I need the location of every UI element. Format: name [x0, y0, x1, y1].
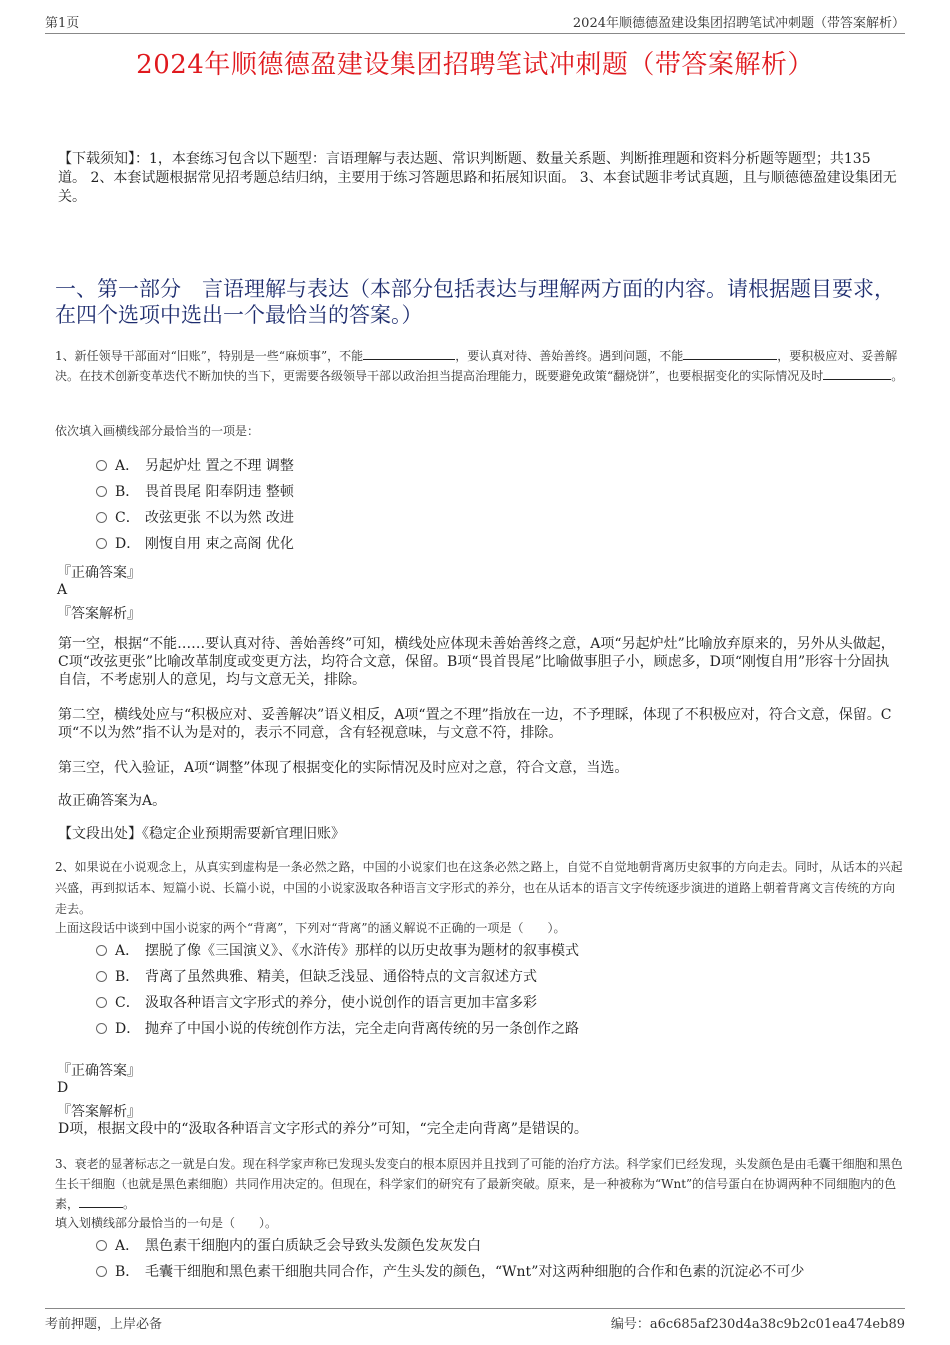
question-2-options: [96, 938, 896, 1042]
download-notice: 【下载须知】：1，本套练习包含以下题型：言语理解与表达题、常识判断题、数量关系题、判断推理题和资料分析题等题型；共135道。 2、本套试题根据常见招考题总结归纳，主要用于练习答题思路和拓展知识面。 3、本套试题非考试真题，且与顺德德盈建设集团无关。: [58, 151, 897, 205]
option-letter: D．: [115, 1021, 141, 1037]
option-letter: A．: [115, 1238, 140, 1254]
option-letter: B．: [115, 484, 140, 500]
radio-icon[interactable]: [96, 945, 107, 956]
radio-icon[interactable]: [96, 486, 107, 497]
analysis-paragraph: 第一空，根据“不能……要认真对待、善始善终”可知，横线处应体现未善始善终之意，A项“另起炉灶”比喻放弃原来的，另外从头做起，C项“改弦更张”比喻改革制度或变更方法，均符合文意，保留。B项“畏首畏尾”比喻做事胆子小，顾虑多，D项“刚愎自用”形容十分固执自信，不考虑别人的意见，均与文意无关，排除。: [58, 636, 895, 688]
q1-text-part: 。: [891, 369, 904, 383]
question-3-stem: [55, 1154, 905, 1214]
radio-icon[interactable]: [96, 512, 107, 523]
footer-divider: [45, 1308, 905, 1309]
option-letter: A．: [115, 458, 140, 474]
option-text: 另起炉灶 置之不理 调整: [145, 458, 294, 474]
question-2-stem: 2、如果说在小说观念上，从真实到虚构是一条必然之路，中国的小说家们也在这条必然之路上，自觉不自觉地朝背离历史叙事的方向走去。同时，从话本的兴起兴盛，再到拟话本、短篇小说、长篇小说，中国的小说家汲取各种语言文字形式的养分，也在从话本的语言文字传统逐步演进的道路上朝着背离文言传统的方向走去。: [55, 860, 903, 916]
correct-answer-value: D: [57, 1080, 69, 1096]
option-text: 黑色素干细胞内的蛋白质缺乏会导致头发颜色发灰发白: [145, 1238, 481, 1254]
q1-text-part: 1、新任领导干部面对“旧账”，特别是一些“麻烦事”，不能: [55, 349, 364, 363]
radio-icon[interactable]: [96, 997, 107, 1008]
correct-answer-value: A: [57, 582, 68, 598]
option-d[interactable]: [96, 1016, 896, 1042]
question-2-prompt: 上面这段话中谈到中国小说家的两个“背离”，下列对“背离”的涵义解说不正确的一项是（ ）。: [55, 921, 566, 935]
analysis-paragraph: 第二空，横线处应与“积极应对、妥善解决”语义相反，A项“置之不理”指放在一边，不予理睬，体现了不积极应对，符合文意，保留。C项“不以为然”指不认为是对的，表示不同意，含有轻视意味，与文意不符，排除。: [58, 707, 892, 741]
option-text: 汲取各种语言文字形式的养分，使小说创作的语言更加丰富多彩: [145, 995, 537, 1011]
question-1-prompt: 依次填入画横线部分最恰当的一项是：: [55, 424, 260, 438]
option-b[interactable]: [96, 479, 896, 505]
fill-blank: [363, 347, 455, 360]
analysis-label: 『答案解析』: [57, 606, 141, 622]
option-c[interactable]: [96, 505, 896, 531]
header-doc-title: 2024年顺德德盈建设集团招聘笔试冲刺题（带答案解析）: [572, 16, 905, 31]
question-3-options: [96, 1233, 896, 1285]
footer-slogan: 考前押题，上岸必备: [45, 1317, 163, 1332]
option-text: 畏首畏尾 阳奉阴违 整顿: [145, 484, 294, 500]
question-1-stem: [55, 346, 905, 386]
option-letter: B．: [115, 1264, 140, 1280]
option-c[interactable]: [96, 990, 896, 1016]
analysis-label: 『答案解析』: [57, 1104, 141, 1120]
option-letter: A．: [115, 943, 140, 959]
option-text: 毛囊干细胞和黑色素干细胞共同合作，产生头发的颜色，“Wnt”对这两种细胞的合作和色素的沉淀必不可少: [145, 1264, 805, 1280]
document-title: 2024年顺德德盈建设集团招聘笔试冲刺题（带答案解析）: [136, 50, 814, 80]
option-text: 背离了虽然典雅、精美，但缺乏浅显、通俗特点的文言叙述方式: [145, 969, 537, 985]
fill-blank: [79, 1195, 123, 1208]
correct-answer-label: 『正确答案』: [57, 1063, 141, 1079]
q1-text-part: ，要积极应对、妥善解决。在技术创新变革迭代不断加快的当下，更需要各级领导干部以政治担当提高治理能力，既要避免政策“翻烧饼”，也要根据变化的实际情况及时: [55, 349, 898, 383]
q1-text-part: ，要认真对待、善始善终。遇到问题，不能: [455, 349, 684, 363]
q3-text-part: 。: [123, 1197, 136, 1211]
question-1-options: [96, 453, 896, 557]
option-d[interactable]: [96, 531, 896, 557]
analysis-conclusion: 故正确答案为A。: [58, 793, 167, 809]
fill-blank: [683, 347, 777, 360]
option-text: 刚愎自用 束之高阁 优化: [145, 536, 294, 552]
option-text: 抛弃了中国小说的传统创作方法，完全走向背离传统的另一条创作之路: [145, 1021, 579, 1037]
source-citation: 【文段出处】《稳定企业预期需要新官理旧账》: [58, 826, 345, 842]
option-b[interactable]: [96, 964, 896, 990]
option-a[interactable]: [96, 453, 896, 479]
fill-blank: [823, 367, 891, 380]
radio-icon[interactable]: [96, 1240, 107, 1251]
option-a[interactable]: [96, 1233, 896, 1259]
option-letter: B．: [115, 969, 140, 985]
q3-text-part: 3、衰老的显著标志之一就是白发。现在科学家声称已发现头发变白的根本原因并且找到了可能的治疗方法。科学家们已经发现，头发颜色是由毛囊干细胞和黑色生长干细胞（也就是黑色素细胞）共同作用决定的。但现在，科学家们的研究有了最新突破。原来，是一种被称为“Wnt”的信号蛋白在协调两种不同细胞内的色素，: [55, 1157, 903, 1211]
analysis-paragraph: D项，根据文段中的“汲取各种语言文字形式的养分”可知，“完全走向背离”是错误的。: [58, 1121, 588, 1137]
radio-icon[interactable]: [96, 971, 107, 982]
option-text: 摆脱了像《三国演义》、《水浒传》那样的以历史故事为题材的叙事模式: [145, 943, 579, 959]
option-a[interactable]: [96, 938, 896, 964]
radio-icon[interactable]: [96, 460, 107, 471]
page-number: 第1页: [45, 16, 80, 31]
header-divider: [45, 33, 905, 34]
question-3-prompt: 填入划横线部分最恰当的一句是（ ）。: [55, 1216, 278, 1230]
radio-icon[interactable]: [96, 538, 107, 549]
analysis-paragraph: 第三空，代入验证，A项“调整”体现了根据变化的实际情况及时应对之意，符合文意，当选。: [58, 760, 629, 776]
radio-icon[interactable]: [96, 1023, 107, 1034]
option-letter: C．: [115, 995, 140, 1011]
section-heading: 一、第一部分 言语理解与表达（本部分包括表达与理解两方面的内容。请根据题目要求，在四个选项中选出一个最恰当的答案。）: [55, 277, 895, 327]
radio-icon[interactable]: [96, 1266, 107, 1277]
option-letter: C．: [115, 510, 140, 526]
correct-answer-label: 『正确答案』: [57, 565, 141, 581]
option-b[interactable]: [96, 1259, 896, 1285]
footer-doc-id: 编号：a6c685af230d4a38c9b2c01ea474eb89: [610, 1317, 905, 1332]
option-letter: D．: [115, 536, 141, 552]
option-text: 改弦更张 不以为然 改进: [145, 510, 294, 526]
